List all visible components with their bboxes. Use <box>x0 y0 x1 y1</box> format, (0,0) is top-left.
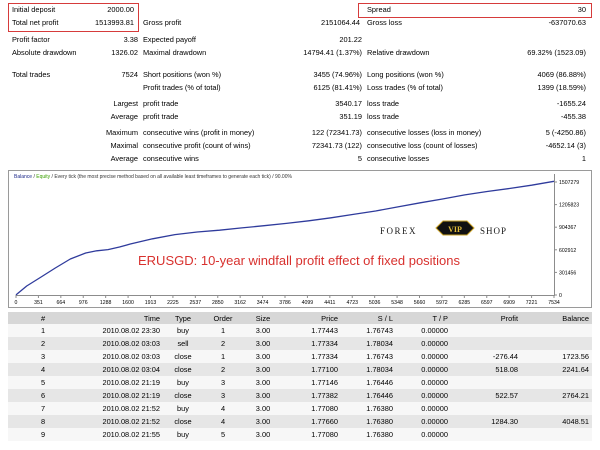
column-header[interactable]: Order <box>203 312 243 324</box>
table-header-row <box>8 312 592 324</box>
table-cell: 2 <box>203 363 243 376</box>
deals-table <box>8 312 592 441</box>
maximum-losses-label: consecutive losses (loss in money) <box>367 128 482 137</box>
table-cell: 1 <box>203 350 243 363</box>
table-row[interactable] <box>8 415 592 428</box>
table-cell: 3 <box>203 389 243 402</box>
x-tick-label: 0 <box>14 300 18 306</box>
table-cell <box>521 376 592 389</box>
table-cell: 1.77100 <box>283 363 341 376</box>
maximum-wins-value: 122 (72341.73) <box>311 128 362 137</box>
total-net-profit-value: 1513993.81 <box>94 18 134 27</box>
table-cell: 1.76446 <box>341 389 396 402</box>
table-cell: 2010.08.02 23:30 <box>78 324 163 337</box>
table-cell: buy <box>163 376 203 389</box>
gross-loss-value: -637070.63 <box>548 18 586 27</box>
column-header[interactable]: Profit <box>451 312 521 324</box>
table-cell: 3.00 <box>243 389 283 402</box>
table-cell: 5 <box>203 428 243 441</box>
table-row[interactable] <box>8 428 592 441</box>
table-cell: 0.00000 <box>396 402 451 415</box>
table-cell: 1.76446 <box>341 376 396 389</box>
table-cell: 2241.64 <box>521 363 592 376</box>
maximal-profit-value: 72341.73 (122) <box>311 141 362 150</box>
x-tick-label: 664 <box>56 300 66 306</box>
x-tick-label: 2537 <box>189 300 202 306</box>
table-cell: 8 <box>8 415 78 428</box>
expected-payoff-label: Expected payoff <box>143 35 196 44</box>
average-consec-wins-label: consecutive wins <box>143 154 199 163</box>
table-cell: 1284.30 <box>451 415 521 428</box>
table-cell: 1.76380 <box>341 402 396 415</box>
x-tick-label: 4723 <box>346 300 359 306</box>
relative-drawdown-label: Relative drawdown <box>367 48 430 57</box>
table-cell <box>451 428 521 441</box>
table-cell: 1.77660 <box>283 415 341 428</box>
long-positions-value: 4069 (86.88%) <box>537 70 586 79</box>
x-tick-label: 5036 <box>368 300 381 306</box>
column-header[interactable]: # <box>8 312 78 324</box>
table-cell: 5 <box>8 376 78 389</box>
x-tick-label: 1913 <box>144 300 157 306</box>
watermark-forex: FOREX <box>380 226 418 236</box>
x-tick-label: 4099 <box>301 300 314 306</box>
gross-loss-label: Gross loss <box>367 18 402 27</box>
chart-header-balance: Balance <box>14 174 33 180</box>
table-cell: 2010.08.02 03:04 <box>78 363 163 376</box>
table-cell <box>521 402 592 415</box>
maximal-profit-label: consecutive profit (count of wins) <box>143 141 251 150</box>
x-tick-label: 6597 <box>480 300 493 306</box>
table-cell: buy <box>163 402 203 415</box>
table-cell: 0.00000 <box>396 389 451 402</box>
x-tick-label: 2225 <box>167 300 179 306</box>
table-cell: buy <box>163 324 203 337</box>
table-cell: 4 <box>8 363 78 376</box>
relative-drawdown-value: 69.32% (1523.09) <box>527 48 586 57</box>
x-tick-label: 351 <box>34 300 43 306</box>
balance-chart <box>8 170 592 308</box>
table-cell: 0.00000 <box>396 415 451 428</box>
table-cell: close <box>163 415 203 428</box>
annotation-text: ERUSGD: 10-year windfall profit effect of fixed positions <box>138 253 461 268</box>
table-cell <box>451 337 521 350</box>
table-cell: -276.44 <box>451 350 521 363</box>
column-header[interactable]: Type <box>163 312 203 324</box>
table-cell: 0.00000 <box>396 337 451 350</box>
x-tick-label: 3786 <box>279 300 291 306</box>
table-row[interactable] <box>8 402 592 415</box>
table-cell: 4 <box>203 415 243 428</box>
y-tick-label: 0 <box>559 293 562 299</box>
table-cell: 7 <box>8 402 78 415</box>
short-positions-label: Short positions (won %) <box>143 70 222 79</box>
table-cell: 3.00 <box>243 324 283 337</box>
total-trades-value: 7524 <box>121 70 138 79</box>
initial-deposit-value: 2000.00 <box>107 5 134 14</box>
y-tick-label: 904367 <box>559 225 577 232</box>
x-tick-label: 6909 <box>503 300 515 306</box>
table-cell: 1.78034 <box>341 337 396 350</box>
long-positions-label: Long positions (won %) <box>367 70 444 79</box>
table-cell: 6 <box>8 389 78 402</box>
table-cell: close <box>163 363 203 376</box>
y-tick-label: 602912 <box>559 247 577 254</box>
average-consec-label: Average <box>110 154 138 163</box>
column-header[interactable]: Size <box>243 312 283 324</box>
table-cell: close <box>163 389 203 402</box>
x-tick-label: 3162 <box>234 300 246 306</box>
column-header[interactable]: S / L <box>341 312 396 324</box>
table-cell: 2010.08.02 21:52 <box>78 415 163 428</box>
chart-header-rest: / Every tick (the most precise method based on all available least timeframes to generate each tick) / 90.00% <box>50 174 292 180</box>
average-profit-value: 351.19 <box>339 112 362 121</box>
table-row[interactable] <box>8 376 592 389</box>
table-cell: 3.00 <box>243 376 283 389</box>
table-cell: 0.00000 <box>396 324 451 337</box>
x-tick-label: 976 <box>78 300 88 306</box>
absolute-drawdown-value: 1326.02 <box>111 48 138 57</box>
chart-frame <box>9 171 592 308</box>
maximal-drawdown-value: 14794.41 (1.37%) <box>303 48 362 57</box>
table-cell: 1.76743 <box>341 324 396 337</box>
spread-label: Spread <box>367 5 391 14</box>
maximum-wins-label: consecutive wins (profit in money) <box>143 128 255 137</box>
table-cell: 4 <box>203 402 243 415</box>
x-tick-label: 1600 <box>122 300 134 306</box>
x-tick-label: 2850 <box>211 300 224 306</box>
table-cell: 3.00 <box>243 363 283 376</box>
table-cell: 1.76380 <box>341 415 396 428</box>
gross-profit-value: 2151064.44 <box>320 18 360 27</box>
table-cell <box>451 376 521 389</box>
average-profit-label: profit trade <box>143 112 179 121</box>
chart-header-sep: / <box>32 174 37 180</box>
table-cell <box>521 428 592 441</box>
profit-factor-label: Profit factor <box>12 35 50 44</box>
table-cell: 2 <box>203 337 243 350</box>
column-header[interactable]: Balance <box>521 312 592 324</box>
largest-loss-label: loss trade <box>367 99 400 108</box>
maximal-loss-label: consecutive loss (count of losses) <box>367 141 478 150</box>
largest-profit-label: profit trade <box>143 99 179 108</box>
average-consec-losses-label: consecutive losses <box>367 154 430 163</box>
column-header[interactable]: Price <box>283 312 341 324</box>
table-cell: buy <box>163 428 203 441</box>
table-cell: 1.77334 <box>283 350 341 363</box>
x-tick-label: 6285 <box>458 300 471 306</box>
total-trades-label: Total trades <box>12 70 51 79</box>
table-cell: 2 <box>8 337 78 350</box>
largest-label: Largest <box>113 99 138 108</box>
table-cell: 2010.08.02 21:19 <box>78 389 163 402</box>
loss-trades-value: 1399 (18.59%) <box>537 83 586 92</box>
table-row[interactable] <box>8 337 592 350</box>
maximal-drawdown-label: Maximal drawdown <box>143 48 207 57</box>
table-cell: 4048.51 <box>521 415 592 428</box>
table-cell: 2010.08.02 21:19 <box>78 376 163 389</box>
watermark-vip: VIP <box>448 225 462 234</box>
table-row[interactable] <box>8 363 592 376</box>
y-tick-label: 301456 <box>559 270 577 277</box>
largest-loss-value: -1655.24 <box>556 99 586 108</box>
profit-trades-value: 6125 (81.41%) <box>313 83 362 92</box>
table-cell: 2010.08.02 03:03 <box>78 350 163 363</box>
profit-factor-value: 3.38 <box>123 35 138 44</box>
table-cell: 0.00000 <box>396 428 451 441</box>
table-cell: 1.76380 <box>341 428 396 441</box>
table-cell: close <box>163 350 203 363</box>
x-tick-label: 5660 <box>413 300 426 306</box>
short-positions-value: 3455 (74.96%) <box>313 70 362 79</box>
x-tick-label: 3474 <box>256 300 269 306</box>
table-row[interactable] <box>8 389 592 402</box>
table-cell: 1.78034 <box>341 363 396 376</box>
column-header[interactable]: Time <box>78 312 163 324</box>
table-cell: 1.77382 <box>283 389 341 402</box>
maximal-label: Maximal <box>110 141 138 150</box>
table-cell: 3.00 <box>243 350 283 363</box>
y-tick-label: 1205823 <box>559 202 580 209</box>
maximum-label: Maximum <box>105 128 138 137</box>
table-cell: 0.00000 <box>396 350 451 363</box>
table-cell: 2010.08.02 03:03 <box>78 337 163 350</box>
maximum-losses-value: 5 (-4250.86) <box>545 128 586 137</box>
table-cell: 2010.08.02 21:52 <box>78 402 163 415</box>
initial-deposit-label: Initial deposit <box>12 5 56 14</box>
x-tick-label: 7534 <box>548 300 560 306</box>
average-consec-losses-value: 1 <box>581 154 586 163</box>
average-loss-label: loss trade <box>367 112 400 121</box>
table-cell: 2764.21 <box>521 389 592 402</box>
table-cell: sell <box>163 337 203 350</box>
absolute-drawdown-label: Absolute drawdown <box>12 48 77 57</box>
maximal-loss-value: -4652.14 (3) <box>545 141 586 150</box>
gross-profit-label: Gross profit <box>143 18 182 27</box>
table-cell: 1723.56 <box>521 350 592 363</box>
watermark-shop: SHOP <box>480 226 508 236</box>
x-tick-label: 5972 <box>436 300 448 306</box>
table-cell: 2010.08.02 21:55 <box>78 428 163 441</box>
table-cell: 1 <box>203 324 243 337</box>
table-cell: 3 <box>203 376 243 389</box>
table-cell: 3 <box>8 350 78 363</box>
total-net-profit-label: Total net profit <box>12 18 59 27</box>
x-tick-label: 4411 <box>324 300 336 306</box>
table-row[interactable] <box>8 350 592 363</box>
average-loss-value: -455.38 <box>560 112 586 121</box>
table-cell: 1.77080 <box>283 428 341 441</box>
table-cell: 3.00 <box>243 337 283 350</box>
table-cell <box>451 324 521 337</box>
table-cell: 1.77443 <box>283 324 341 337</box>
largest-profit-value: 3540.17 <box>335 99 362 108</box>
table-cell: 0.00000 <box>396 376 451 389</box>
average-label: Average <box>110 112 138 121</box>
x-tick-label: 5348 <box>391 300 403 306</box>
table-cell <box>521 324 592 337</box>
table-cell: 1.77334 <box>283 337 341 350</box>
table-cell <box>451 402 521 415</box>
table-cell: 1.76743 <box>341 350 396 363</box>
average-consec-wins-value: 5 <box>357 154 362 163</box>
table-cell: 1.77146 <box>283 376 341 389</box>
table-cell: 522.57 <box>451 389 521 402</box>
loss-trades-label: Loss trades (% of total) <box>367 83 443 92</box>
y-tick-label: 1507279 <box>559 180 580 186</box>
table-cell: 1.77080 <box>283 402 341 415</box>
table-cell: 9 <box>8 428 78 441</box>
table-cell: 3.00 <box>243 415 283 428</box>
table-row[interactable] <box>8 324 592 337</box>
table-cell: 3.00 <box>243 428 283 441</box>
expected-payoff-value: 201.22 <box>339 35 362 44</box>
table-cell: 3.00 <box>243 402 283 415</box>
table-cell: 1 <box>8 324 78 337</box>
x-tick-label: 7221 <box>525 300 538 306</box>
column-header[interactable]: T / P <box>396 312 451 324</box>
table-cell <box>521 337 592 350</box>
table-cell: 0.00000 <box>396 363 451 376</box>
x-tick-label: 1288 <box>99 300 112 306</box>
table-cell: 518.08 <box>451 363 521 376</box>
spread-value: 30 <box>577 5 586 14</box>
chart-header <box>14 174 292 180</box>
profit-trades-label: Profit trades (% of total) <box>143 83 221 92</box>
chart-header-equity: Equity <box>36 174 51 180</box>
